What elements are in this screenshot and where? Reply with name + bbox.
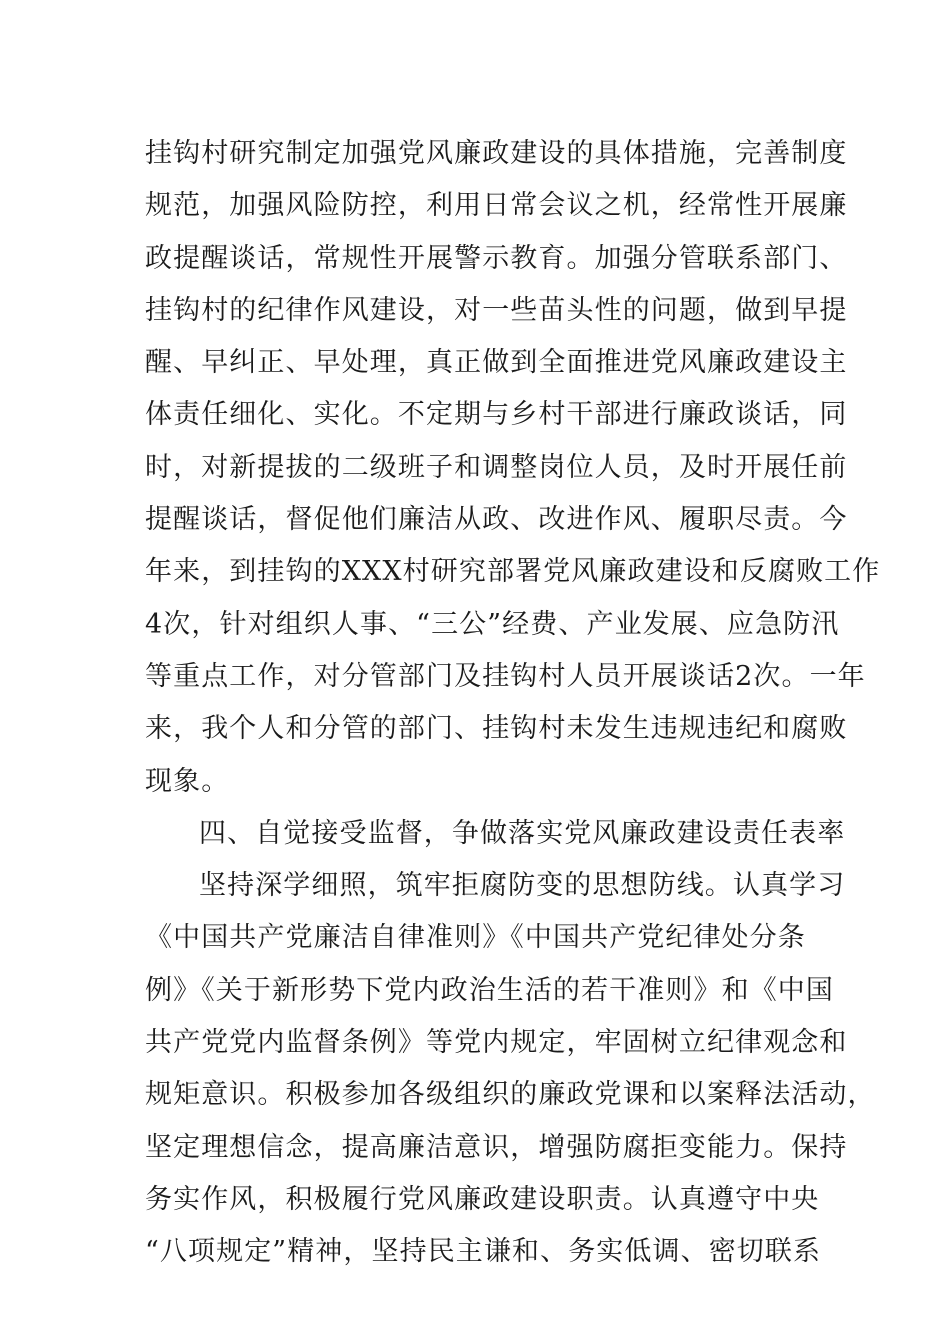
section-heading: 四、自觉接受监督，争做落实党风廉政建设责任表率 bbox=[199, 817, 846, 849]
paragraph-first-line: 坚持深学细照，筑牢拒腐防变的思想防线。认真学习 bbox=[199, 870, 846, 902]
text-line: 共产党党内监督条例》等党内规定，牢固树立纪律观念和 bbox=[145, 1027, 848, 1059]
text-line: 来，我个人和分管的部门、挂钩村未发生违规违纪和腐败 bbox=[145, 713, 848, 745]
body-text bbox=[145, 128, 881, 1279]
text-line: “八项规定”精神，坚持民主谦和、务实低调、密切联系 bbox=[145, 1236, 822, 1268]
text-line: 《中国共产党廉洁自律准则》《中国共产党纪律处分条 bbox=[145, 922, 806, 954]
text-line: 提醒谈话，督促他们廉洁从政、改进作风、履职尽责。今 bbox=[145, 504, 848, 536]
text-line: 醒、早纠正、早处理，真正做到全面推进党风廉政建设主 bbox=[145, 347, 848, 379]
text-line: 坚定理想信念，提高廉洁意识，增强防腐拒变能力。保持 bbox=[145, 1131, 848, 1163]
text-line: 等重点工作，对分管部门及挂钩村人员开展谈话2次。一年 bbox=[145, 660, 866, 692]
text-line: 挂钩村研究制定加强党风廉政建设的具体措施，完善制度 bbox=[145, 138, 848, 169]
text-line: 务实作风，积极履行党风廉政建设职责。认真遵守中央 bbox=[145, 1183, 820, 1215]
text-line: 体责任细化、实化。不定期与乡村干部进行廉政谈话，同 bbox=[145, 399, 848, 431]
text-line: 规矩意识。积极参加各级组织的廉政党课和以案释法活动， bbox=[145, 1079, 876, 1111]
text-line: 4次，针对组织人事、“三公”经费、产业发展、应急防汛 bbox=[145, 608, 840, 640]
text-line: 例》《关于新形势下党内政治生活的若干准则》和《中国 bbox=[145, 974, 834, 1006]
text-line: 现象。 bbox=[145, 765, 230, 797]
text-line: 政提醒谈话，常规性开展警示教育。加强分管联系部门、 bbox=[145, 242, 848, 274]
text-line: 时，对新提拔的二级班子和调整岗位人员，及时开展任前 bbox=[145, 451, 848, 483]
text-line: 规范，加强风险防控，利用日常会议之机，经常性开展廉 bbox=[145, 190, 848, 222]
text-line: 年来，到挂钩的XXX村研究部署党风廉政建设和反腐败工作 bbox=[145, 556, 881, 588]
text-line: 挂钩村的纪律作风建设，对一些苗头性的问题，做到早提 bbox=[145, 294, 848, 326]
